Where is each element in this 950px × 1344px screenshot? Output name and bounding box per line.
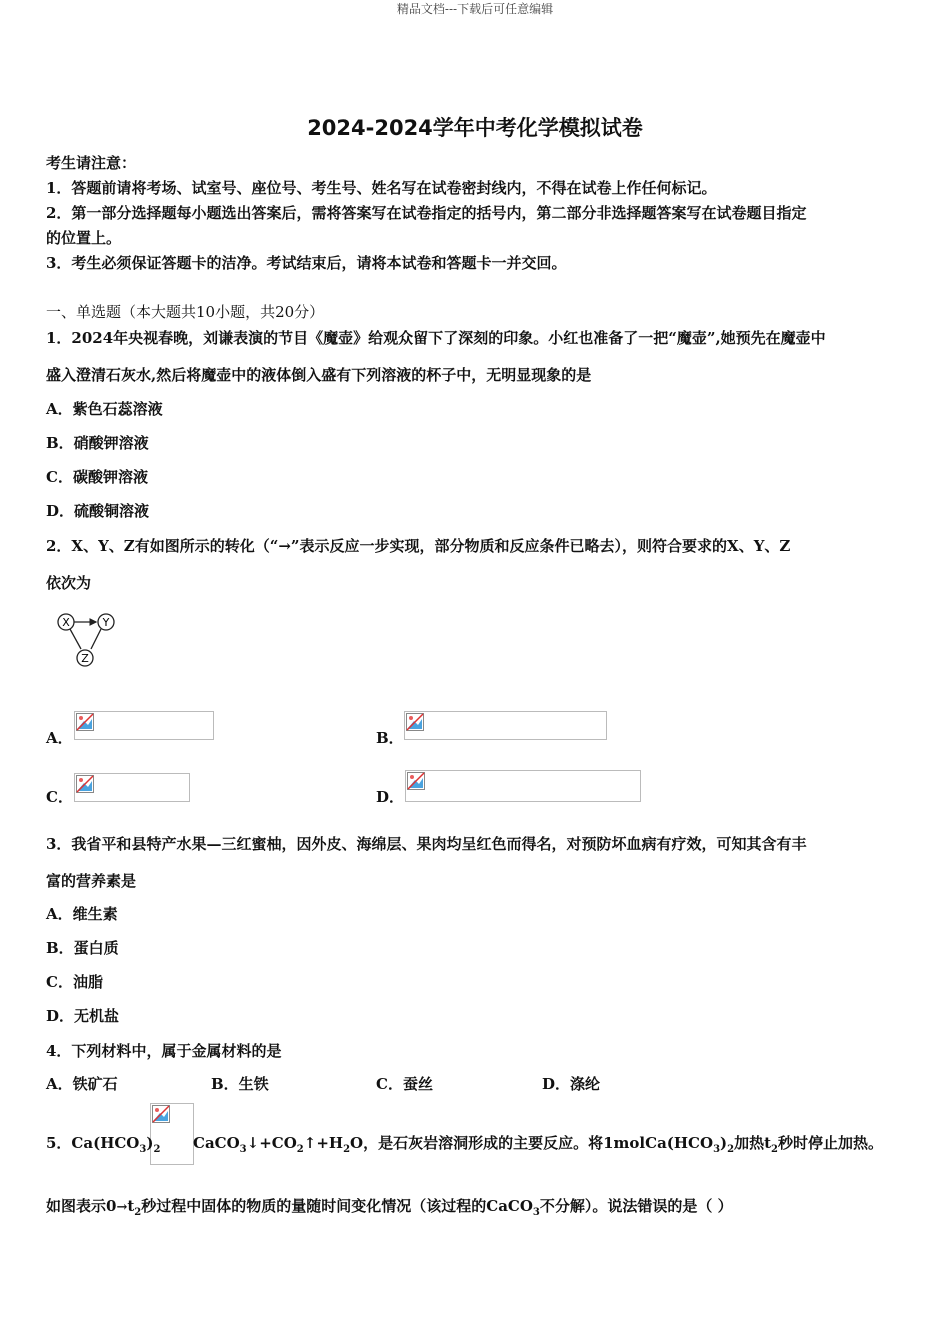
q3-option-c: C．油脂	[46, 973, 103, 991]
q3-option-d: D．无机盐	[46, 1007, 120, 1025]
q2-option-d: D．	[376, 788, 405, 806]
notice-item: 1．答题前请将考场、试室号、座位号、考生号、姓名写在试卷密封线内，不得在试卷上作任何标记。	[46, 179, 717, 197]
q2-option-a: A．	[46, 729, 73, 747]
q4-option-b: B．生铁	[211, 1075, 269, 1093]
q2-option-b: B．	[376, 729, 404, 747]
broken-image-icon	[152, 1105, 170, 1123]
q1-stem: 1．2024年央视春晚，刘谦表演的节目《魔壶》给观众留下了深刻的印象。小红也准备了一把“魔壶”,她预先在魔壶中	[46, 329, 826, 347]
q3-stem: 3．我省平和县特产水果—三红蜜柚，因外皮、海绵层、果肉均呈红色而得名，对预防坏血病有疗效，可知其含有丰	[46, 835, 807, 853]
q2-stem: 2．X、Y、Z有如图所示的转化（“→”表示反应一步实现，部分物质和反应条件已略去），则符合要求的X、Y、Z	[46, 537, 791, 555]
q4-option-c: C．蚕丝	[376, 1075, 433, 1093]
q2-option-a-image	[74, 711, 214, 740]
q4-option-a: A．铁矿石	[46, 1075, 118, 1093]
q4-stem: 4．下列材料中，属于金属材料的是	[46, 1042, 282, 1060]
q2-option-c-image	[74, 773, 190, 802]
notice-item: 3．考生必须保证答题卡的洁净。考试结束后，请将本试卷和答题卡一并交回。	[46, 254, 567, 272]
node-z-label: Z	[81, 652, 89, 665]
xyz-conversion-diagram	[52, 608, 122, 672]
q4-option-d: D．涤纶	[542, 1075, 601, 1093]
q1-option-d: D．硫酸铜溶液	[46, 502, 150, 520]
notice-item: 的位置上。	[46, 229, 122, 247]
line-y-z	[91, 629, 101, 649]
q2-option-c: C．	[46, 788, 73, 806]
broken-image-icon	[406, 713, 424, 731]
section-heading: 一、单选题（本大题共10小题，共20分）	[46, 303, 325, 321]
line-x-z	[70, 629, 81, 649]
q2-option-d-image	[405, 770, 641, 802]
q2-stem: 依次为	[46, 574, 92, 592]
q3-option-b: B．蛋白质	[46, 939, 119, 957]
broken-image-icon	[76, 775, 94, 793]
page-header: 精品文档---下载后可任意编辑	[396, 2, 554, 16]
q2-option-b-image	[404, 711, 607, 740]
q1-option-a: A．紫色石蕊溶液	[46, 400, 163, 418]
notice-item: 2．第一部分选择题每小题选出答案后，需将答案写在试卷指定的括号内，第二部分非选择题答案写在试卷题目指定	[46, 204, 807, 222]
node-y-label: Y	[102, 616, 110, 629]
q1-stem: 盛入澄清石灰水,然后将魔壶中的液体倒入盛有下列溶液的杯子中，无明显现象的是	[46, 366, 592, 384]
broken-image-icon	[407, 772, 425, 790]
q5-stem-line2: 如图表示$0\to t_2$秒过程中固体的物质的量随时间变化情况（该过程的CaCO$_3$不分解）。说法错误的是（ ）	[46, 1197, 733, 1218]
q1-option-c: C．碳酸钾溶液	[46, 468, 148, 486]
node-x-label: X	[62, 616, 70, 629]
q5-stem-part1: 5．$Ca(HCO_3)_2$	[46, 1134, 161, 1155]
q3-option-a: A．维生素	[46, 905, 118, 923]
notice-heading: 考生请注意：	[46, 154, 137, 172]
q3-stem: 富的营养素是	[46, 872, 137, 890]
q1-option-b: B．硝酸钾溶液	[46, 434, 149, 452]
q5-stem-part2: $CaCO_3↓+CO_2↑+H_2O$，是石灰岩溶洞形成的主要反应。将$1molCa(HCO_3)_2$加热$t_2$秒时停止加热。	[193, 1134, 884, 1155]
broken-image-icon	[76, 713, 94, 731]
page-title: 2024-2024学年中考化学模拟试卷	[307, 116, 643, 140]
